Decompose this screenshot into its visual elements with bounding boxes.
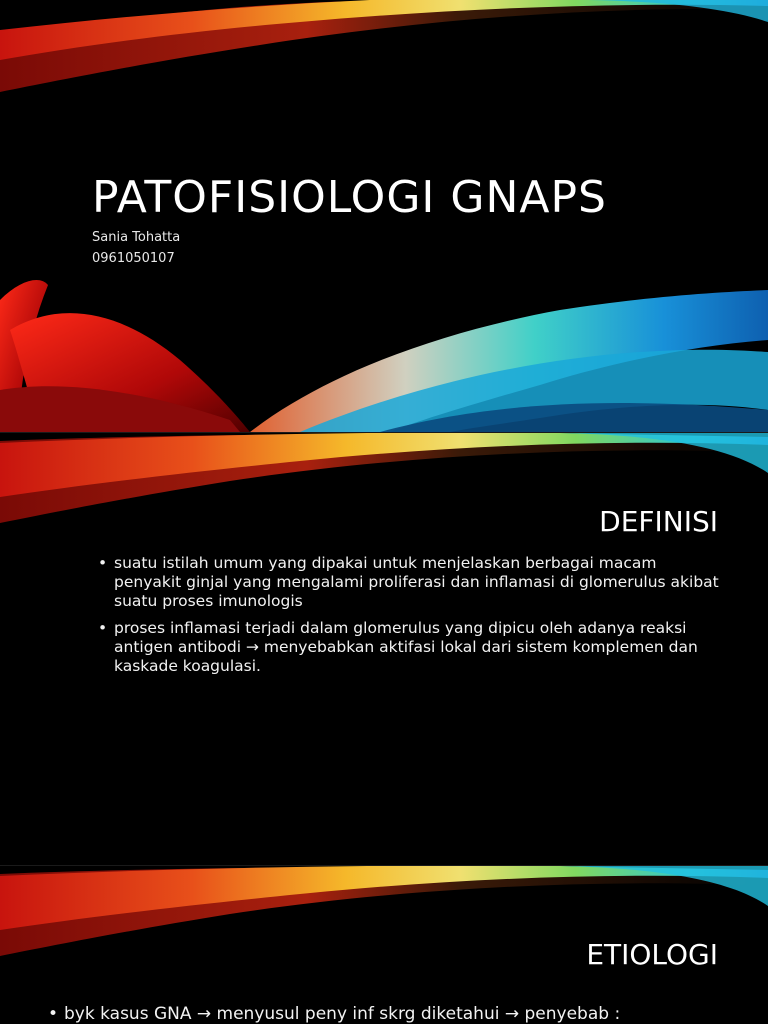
- author-name: Sania Tohatta: [92, 230, 181, 245]
- definisi-slide: [0, 433, 768, 865]
- bullet-list: [98, 554, 728, 684]
- title-slide: [0, 0, 768, 432]
- list-item: • byk kasus GNA → menyusul peny inf skrg diketahui → penyebab :: [48, 1005, 748, 1024]
- presentation-title: PATOFISIOLOGI GNAPS: [92, 172, 607, 223]
- bullet-list: [48, 1005, 748, 1024]
- etiologi-slide: [0, 866, 768, 1024]
- slide-divider: [0, 432, 768, 433]
- slide-title: DEFINISI: [599, 505, 718, 538]
- slide-divider: [0, 865, 768, 866]
- list-item: • proses inflamasi terjadi dalam glomerulus yang dipicu oleh adanya reaksi antigen antibodi → menyebabkan aktifasi lokal dari sistem komplemen dan kaskade koagulasi.: [98, 619, 728, 676]
- student-id: 0961050107: [92, 251, 175, 266]
- slide-title: ETIOLOGI: [586, 938, 718, 971]
- list-item: • suatu istilah umum yang dipakai untuk menjelaskan berbagai macam penyakit ginjal yang mengalami proliferasi dan inflamasi di glomerulus akibat suatu proses imunologis: [98, 554, 728, 611]
